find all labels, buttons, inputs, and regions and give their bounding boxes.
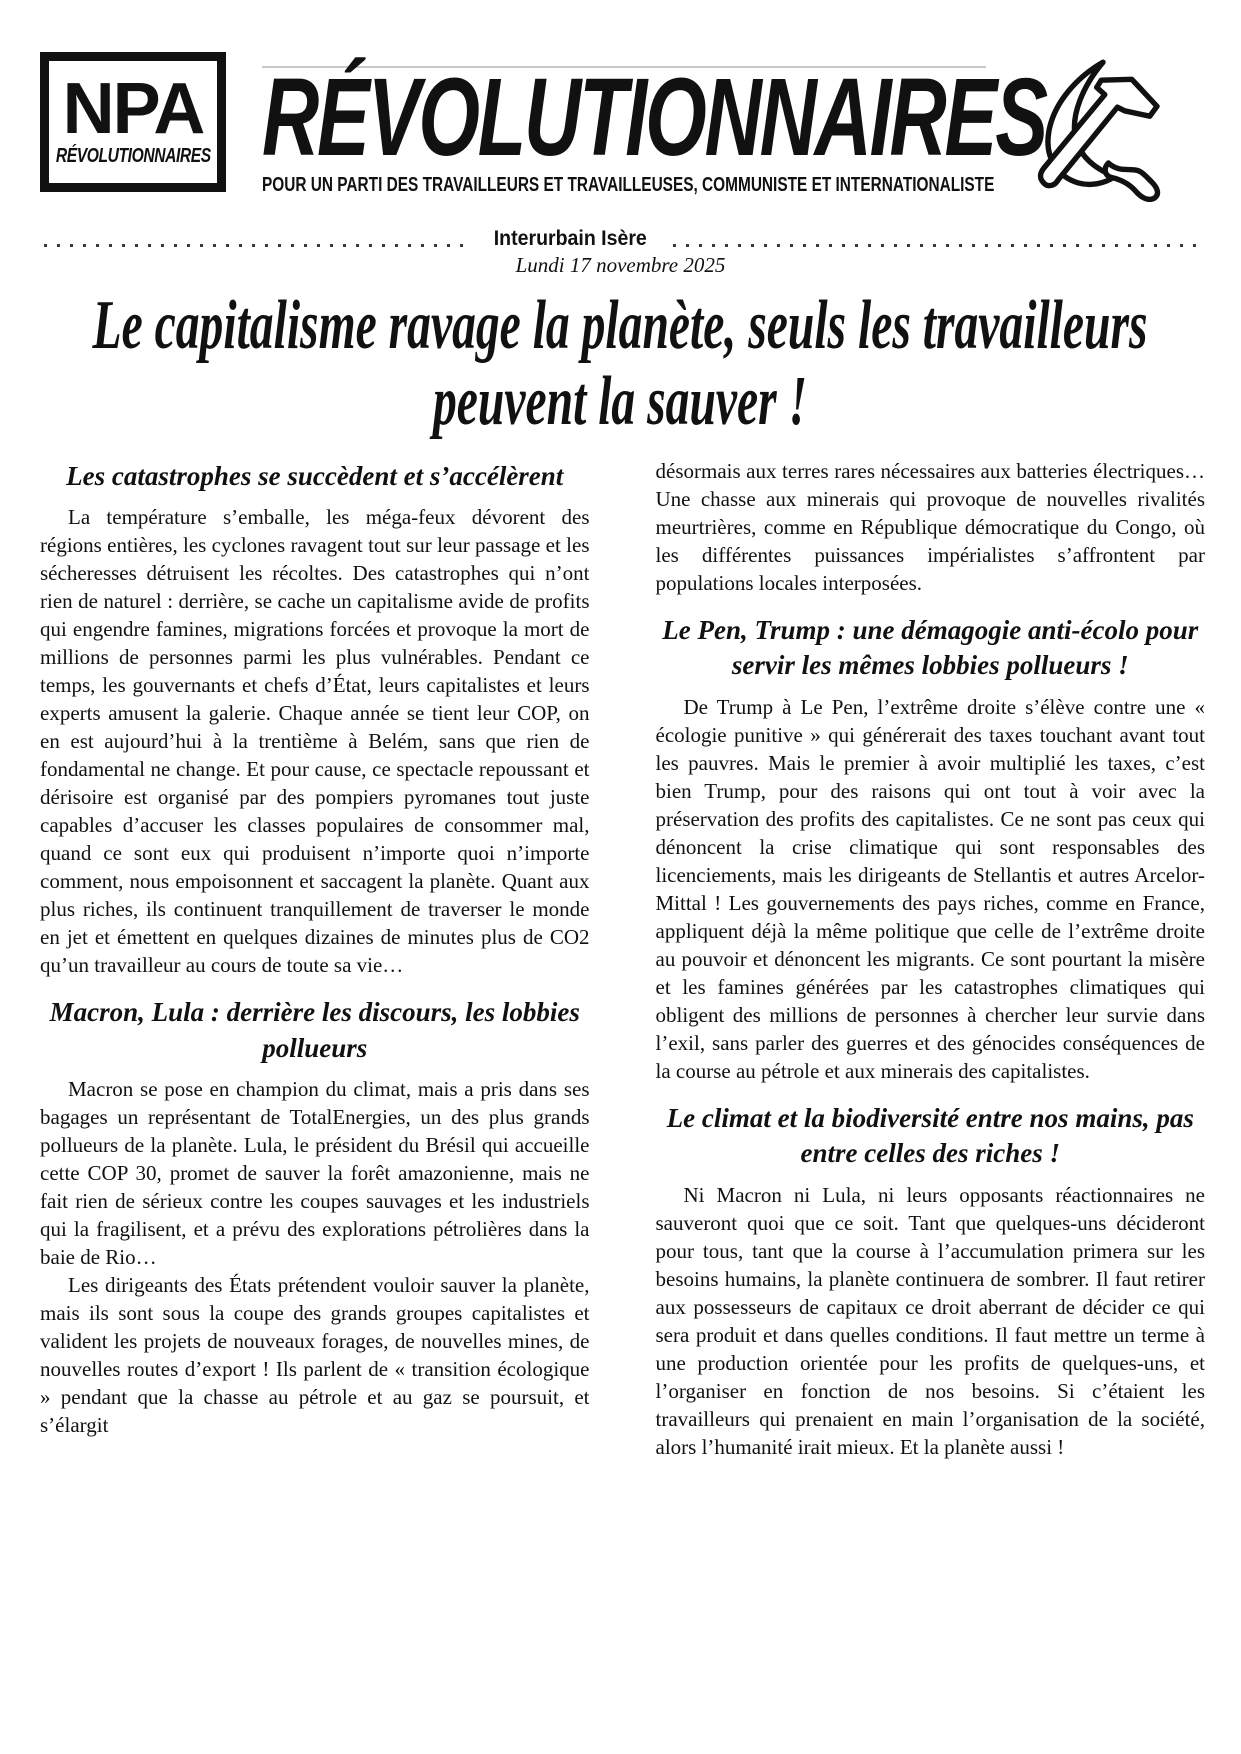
npa-logo xyxy=(40,52,226,192)
paragraph: Macron se pose en champion du climat, mais a pris dans ses bagages un représentant de TotalEnergies, un des plus grands pollueurs de la planète. Lula, le président du Brésil qui accueille cette COP 30, promet de sauver la forêt amazonienne, mais ne fait rien de sérieux contre les coupes sauvages et les industriels qui la fragilisent, et a prévu des explorations pétrolières dans la baie de Rio… xyxy=(40,1077,590,1270)
edition-banner xyxy=(0,226,1241,252)
paragraph: Les dirigeants des États prétendent vouloir sauver la planète, mais ils sont sous la coupe des grands groupes capitalistes et valident les projets de nouveaux forages, de nouvelles mines, de nouvelles routes d’export ! Ils parlent de « transition écologique » pendant que la chasse au pétrole et au gaz se poursuit, et s’élargit xyxy=(40,1273,590,1438)
article-column-left xyxy=(40,457,590,1462)
paragraph: désormais aux terres rares nécessaires aux batteries électriques… Une chasse aux minerais qui provoque de nouvelles rivalités meurtrières, comme en République démocratique du Congo, où les différentes puissances impérialistes s’affrontent par populations locales interposées. xyxy=(655,458,1205,595)
masthead xyxy=(0,0,1241,212)
npa-logo-acronym: NPA xyxy=(62,69,204,150)
hammer-and-sickle-icon xyxy=(1031,52,1193,202)
masthead-subtitle: POUR UN PARTI DES TRAVAILLEURS ET TRAVAILLEUSES, COMMUNISTE ET INTERNATIONALISTE xyxy=(262,173,995,196)
section-heading-macron-lula: Macron, Lula : derrière les discours, les lobbies pollueurs xyxy=(49,997,580,1063)
article-column-right xyxy=(656,457,1206,1462)
dotted-rule-left xyxy=(44,244,468,247)
masthead-title: RÉVOLUTIONNAIRES xyxy=(262,56,1046,179)
edition-date: Lundi 17 novembre 2025 xyxy=(515,253,726,277)
main-headline: Le capitalisme ravage la planète, seuls les travailleurs peuvent la sauver ! xyxy=(92,287,1148,441)
npa-logo-subtext: RÉVOLUTIONNAIRES xyxy=(55,144,211,167)
article-body xyxy=(0,441,1241,1462)
masthead-title-block xyxy=(262,52,1046,196)
paragraph: De Trump à Le Pen, l’extrême droite s’élève contre une « écologie punitive » qui générerait des taxes touchant avant tout les pauvres. Mais le premier à avoir multiplié les taxes, c’est bien Trump, pour des raisons qui ont tout à voir avec la préservation des profits des capitalistes. Ce ne sont pas ceux qui dénoncent la crise climatique qui sont responsables des licenciements, mais les dirigeants de Stellantis et autres Arcelor-Mittal ! Les gouvernements des pays riches, comme en France, appliquent déjà la même politique que celle de l’extrême droite au pouvoir et dénoncent les migrants. Ce sont pourtant la misère et les famines générées par les catastrophes climatiques qui obligent des millions de personnes à chercher leur survie dans l’exil, sans parler des guerres et des génocides conséquences de la course au pétrole et aux minerais des capitalistes. xyxy=(655,694,1205,1083)
section-heading-climat-biodiversite: Le climat et la biodiversité entre nos mains, pas entre celles des riches ! xyxy=(666,1102,1194,1169)
section-heading-lepen-trump: Le Pen, Trump : une démagogie anti-écolo pour servir les mêmes lobbies pollueurs ! xyxy=(662,614,1199,681)
paragraph: Ni Macron ni Lula, ni leurs opposants réactionnaires ne sauveront quoi que ce soit. Tant que quelques-uns décideront pour tous, tant que la course à l’accumulation primera sur les besoins humains, la planète continuera de sombrer. Il faut retirer aux possesseurs de capitaux ce droit aberrant de décider ce qui sera produit et dans quelles conditions. Il faut mettre un terme à une production orientée pour les profits de quelques-uns, et l’organiser en fonction de nos besoins. Si c’étaient les travailleurs qui prenaient en main l’organisation de la société, alors l’humanité irait mieux. Et la planète aussi ! xyxy=(655,1183,1205,1460)
edition-location: Interurbain Isère xyxy=(493,227,647,250)
paragraph: La température s’emballe, les méga-feux dévorent des régions entières, les cyclones ravagent tout sur leur passage et les sécheresses détruisent les récoltes. Des catastrophes qui n’ont rien de naturel : derrière, se cache un capitalisme avide de profits qui engendre famines, migrations forcées et provoque la mort de millions de personnes parmi les plus vulnérables. Pendant ce temps, les gouvernants et chefs d’État, leurs capitalistes et leurs experts amusent la galerie. Chaque année se tient leur COP, on en est aujourd’hui à la trentième à Belém, sans que rien de fondamental ne change. Et pour cause, ce spectacle repoussant et dérisoire est organisé par des pompiers pyromanes tout juste capables d’accuser les classes populaires de consommer mal, quand ce sont eux qui produisent n’importe quoi n’importe comment, nous empoisonnent et saccagent la planète. Quant aux plus riches, ils continuent tranquillement de traverser le monde en jet et émettent en quelques dizaines de minutes plus de CO2 qu’un travailleur au cours de toute sa vie… xyxy=(40,505,590,978)
section-heading-catastrophes: Les catastrophes se succèdent et s’accélèrent xyxy=(66,460,564,491)
dotted-rule-right xyxy=(673,244,1205,247)
